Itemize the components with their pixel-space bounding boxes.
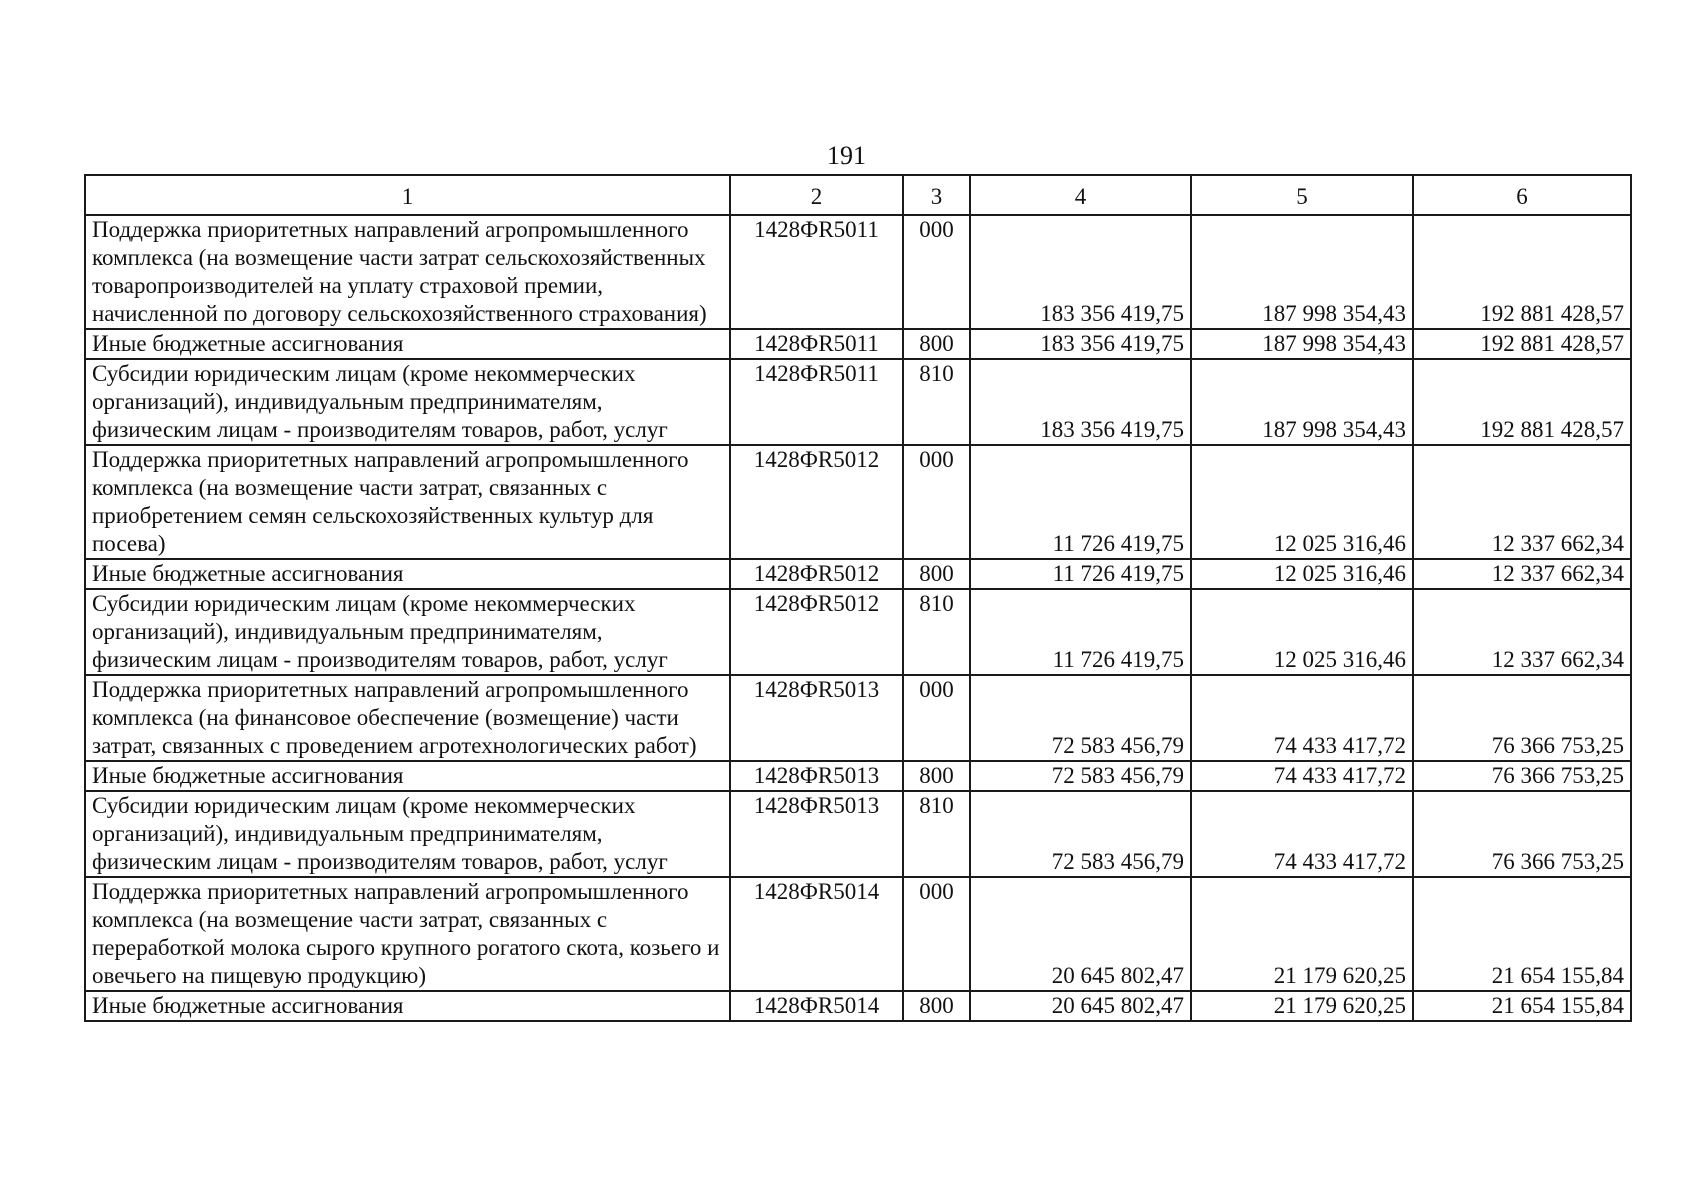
- table-row: [85, 877, 1631, 991]
- row-expense-type: 800: [903, 559, 970, 589]
- table-row: [85, 215, 1631, 329]
- row-amount-col-4: 20 645 802,47: [970, 991, 1191, 1021]
- row-amount-col-5: 187 998 354,43: [1191, 329, 1413, 359]
- row-amount-col-6: 12 337 662,34: [1413, 445, 1631, 559]
- row-expense-type: 810: [903, 791, 970, 877]
- row-amount-col-6: 192 881 428,57: [1413, 329, 1631, 359]
- row-code: 1428ФR5013: [730, 791, 903, 877]
- row-amount-col-5: 21 179 620,25: [1191, 877, 1413, 991]
- row-name: Поддержка приоритетных направлений агропромышленного комплекса (на финансовое обеспечение (возмещение) части затрат, связанных с проведением агротехнологических работ): [85, 675, 730, 761]
- row-amount-col-4: 183 356 419,75: [970, 329, 1191, 359]
- row-name: Иные бюджетные ассигнования: [85, 761, 730, 791]
- row-amount-col-5: 12 025 316,46: [1191, 559, 1413, 589]
- row-amount-col-4: 72 583 456,79: [970, 675, 1191, 761]
- row-amount-col-6: 21 654 155,84: [1413, 877, 1631, 991]
- table-row: [85, 791, 1631, 877]
- row-amount-col-4: 11 726 419,75: [970, 445, 1191, 559]
- row-amount-col-5: 74 433 417,72: [1191, 761, 1413, 791]
- header-col-2: 2: [730, 175, 903, 215]
- row-name: Субсидии юридическим лицам (кроме некоммерческих организаций), индивидуальным предпринимателям, физическим лицам - производителям товаров, работ, услуг: [85, 589, 730, 675]
- row-amount-col-4: 20 645 802,47: [970, 877, 1191, 991]
- table-row: [85, 991, 1631, 1021]
- row-expense-type: 800: [903, 991, 970, 1021]
- row-amount-col-5: 74 433 417,72: [1191, 791, 1413, 877]
- row-amount-col-4: 183 356 419,75: [970, 215, 1191, 329]
- row-amount-col-6: 12 337 662,34: [1413, 589, 1631, 675]
- row-expense-type: 000: [903, 215, 970, 329]
- row-name: Поддержка приоритетных направлений агропромышленного комплекса (на возмещение части затрат, связанных с приобретением семян сельскохозяйственных культур для посева): [85, 445, 730, 559]
- row-name: Субсидии юридическим лицам (кроме некоммерческих организаций), индивидуальным предпринимателям, физическим лицам - производителям товаров, работ, услуг: [85, 359, 730, 445]
- row-code: 1428ФR5014: [730, 877, 903, 991]
- row-amount-col-5: 12 025 316,46: [1191, 445, 1413, 559]
- row-expense-type: 800: [903, 329, 970, 359]
- table-row: [85, 329, 1631, 359]
- row-code: 1428ФR5012: [730, 589, 903, 675]
- row-code: 1428ФR5013: [730, 675, 903, 761]
- budget-table: [84, 174, 1632, 1022]
- header-col-3: 3: [903, 175, 970, 215]
- table-row: [85, 589, 1631, 675]
- row-expense-type: 000: [903, 675, 970, 761]
- row-amount-col-4: 72 583 456,79: [970, 761, 1191, 791]
- table-header-row: [85, 175, 1631, 215]
- row-expense-type: 810: [903, 589, 970, 675]
- row-code: 1428ФR5014: [730, 991, 903, 1021]
- header-col-4: 4: [970, 175, 1191, 215]
- table-row: [85, 359, 1631, 445]
- table-row: [85, 675, 1631, 761]
- row-amount-col-6: 76 366 753,25: [1413, 675, 1631, 761]
- row-code: 1428ФR5013: [730, 761, 903, 791]
- header-col-1: 1: [85, 175, 730, 215]
- row-amount-col-5: 187 998 354,43: [1191, 359, 1413, 445]
- header-col-6: 6: [1413, 175, 1631, 215]
- table-row: [85, 445, 1631, 559]
- page-number: 191: [827, 141, 866, 170]
- row-amount-col-4: 72 583 456,79: [970, 791, 1191, 877]
- row-amount-col-6: 21 654 155,84: [1413, 991, 1631, 1021]
- row-amount-col-5: 74 433 417,72: [1191, 675, 1413, 761]
- row-expense-type: 800: [903, 761, 970, 791]
- row-amount-col-6: 76 366 753,25: [1413, 791, 1631, 877]
- row-code: 1428ФR5012: [730, 559, 903, 589]
- header-col-5: 5: [1191, 175, 1413, 215]
- row-expense-type: 810: [903, 359, 970, 445]
- row-name: Поддержка приоритетных направлений агропромышленного комплекса (на возмещение части затрат сельскохозяйственных товаропроизводителей на уплату страховой премии, начисленной по договору сельскохозяйственного страхования): [85, 215, 730, 329]
- row-name: Иные бюджетные ассигнования: [85, 991, 730, 1021]
- row-code: 1428ФR5012: [730, 445, 903, 559]
- row-amount-col-5: 12 025 316,46: [1191, 589, 1413, 675]
- row-amount-col-4: 183 356 419,75: [970, 359, 1191, 445]
- row-name: Поддержка приоритетных направлений агропромышленного комплекса (на возмещение части затрат, связанных с переработкой молока сырого крупного рогатого скота, козьего и овечьего на пищевую продукцию): [85, 877, 730, 991]
- row-code: 1428ФR5011: [730, 359, 903, 445]
- row-code: 1428ФR5011: [730, 215, 903, 329]
- row-amount-col-6: 192 881 428,57: [1413, 215, 1631, 329]
- row-expense-type: 000: [903, 445, 970, 559]
- row-name: Субсидии юридическим лицам (кроме некоммерческих организаций), индивидуальным предпринимателям, физическим лицам - производителям товаров, работ, услуг: [85, 791, 730, 877]
- row-amount-col-6: 12 337 662,34: [1413, 559, 1631, 589]
- row-code: 1428ФR5011: [730, 329, 903, 359]
- row-amount-col-5: 21 179 620,25: [1191, 991, 1413, 1021]
- table-row: [85, 761, 1631, 791]
- row-amount-col-6: 192 881 428,57: [1413, 359, 1631, 445]
- table-row: [85, 559, 1631, 589]
- row-amount-col-4: 11 726 419,75: [970, 559, 1191, 589]
- row-expense-type: 000: [903, 877, 970, 991]
- row-amount-col-4: 11 726 419,75: [970, 589, 1191, 675]
- row-amount-col-6: 76 366 753,25: [1413, 761, 1631, 791]
- row-name: Иные бюджетные ассигнования: [85, 329, 730, 359]
- row-amount-col-5: 187 998 354,43: [1191, 215, 1413, 329]
- row-name: Иные бюджетные ассигнования: [85, 559, 730, 589]
